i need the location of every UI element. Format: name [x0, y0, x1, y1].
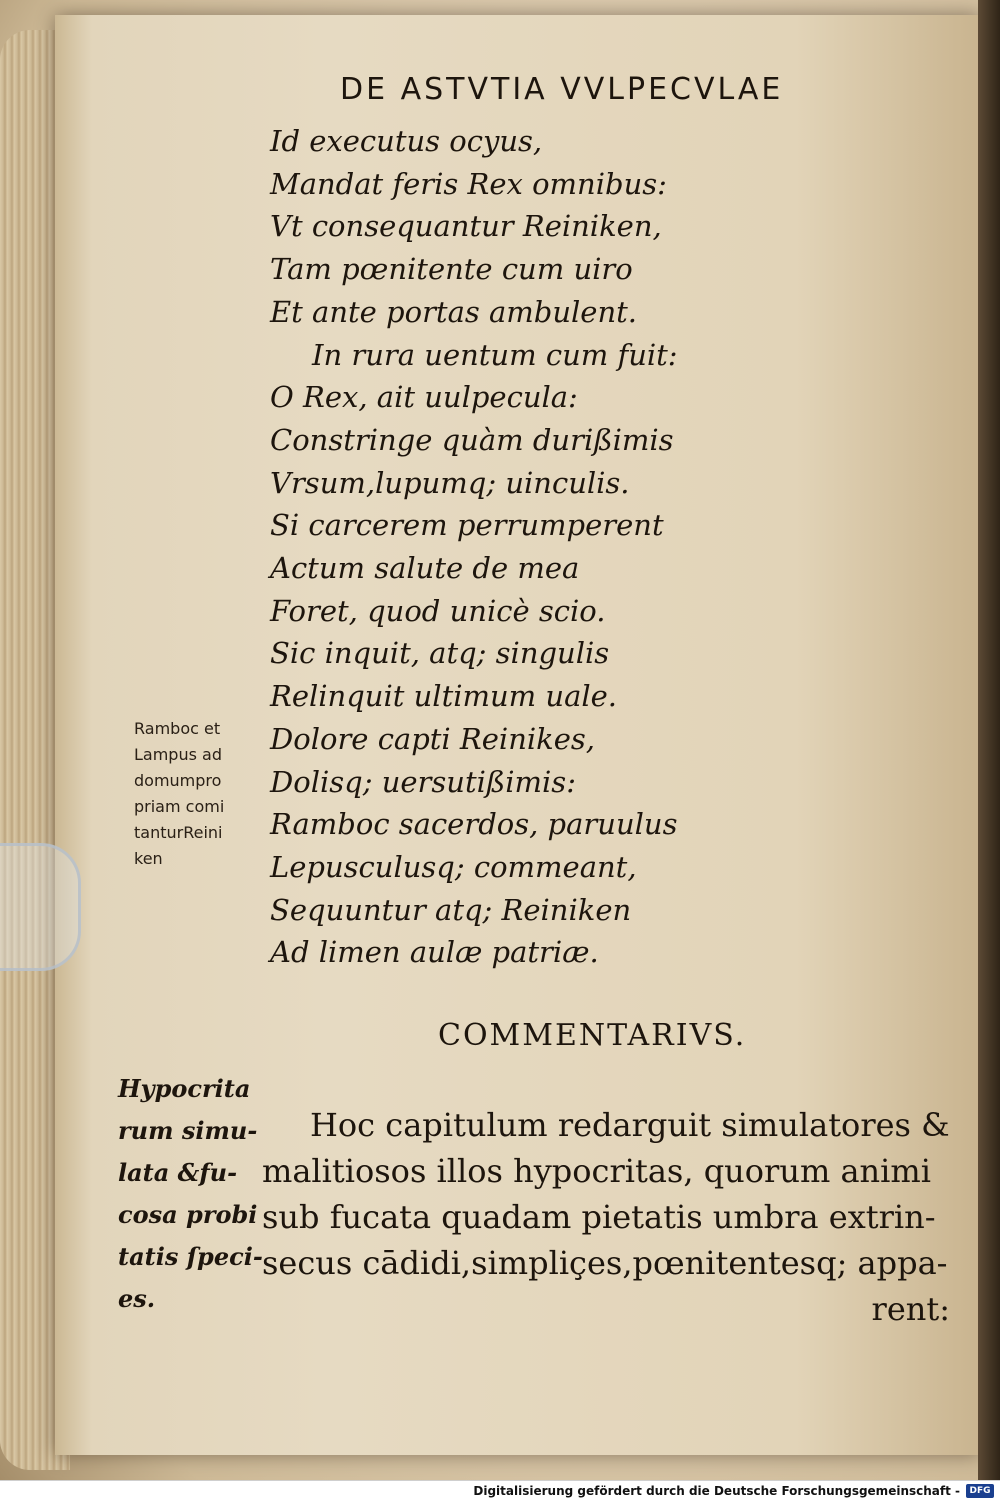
verse-line: Foret, quod unicè scio.	[270, 593, 606, 628]
commentary-heading: COMMENTARIVS.	[438, 1018, 747, 1053]
verse-line: Relinquit ultimum uale.	[270, 679, 618, 714]
prose-line: sub fucata quadam pietatis umbra extrin-	[262, 1198, 936, 1236]
gloss-line: cosa probi	[118, 1200, 258, 1229]
verse-line: Ad limen aulæ patriæ.	[270, 935, 599, 970]
marginal-note-line: tanturReini	[134, 823, 223, 842]
verse-line: O Rex, ait uulpecula:	[270, 380, 578, 415]
verse-line: Tam pœnitente cum uiro	[270, 252, 633, 287]
footer-credit: Digitalisierung gefördert durch die Deutsche Forschungsgemeinschaft -	[473, 1484, 960, 1498]
marginal-note-line: ken	[134, 849, 163, 868]
verse-block	[270, 120, 690, 974]
marginal-gloss	[118, 1068, 263, 1320]
marginal-note-line: Lampus ad	[134, 745, 222, 764]
verse-line: Ramboc sacerdos, paruulus	[270, 807, 678, 842]
marginal-note-line: priam comi	[134, 797, 225, 816]
verse-line: Sic inquit, atq; singulis	[270, 636, 610, 671]
gloss-line: es.	[118, 1284, 156, 1313]
dfg-logo: DFG	[966, 1484, 994, 1498]
verse-line: Mandat feris Rex omnibus:	[270, 166, 667, 201]
verse-line: Et ante portas ambulent.	[270, 294, 637, 329]
prose-line: Hoc capitulum redarguit simulatores &	[310, 1106, 950, 1144]
verse-line: Vrsum,lupumq; uinculis.	[270, 465, 630, 500]
verse-line: Sequuntur atq; Reiniken	[270, 892, 632, 927]
verse-line: Actum salute de mea	[270, 551, 580, 586]
gloss-line: tatis ſpeci-	[118, 1242, 263, 1271]
verse-line: Lepusculusq; commeant,	[270, 849, 637, 884]
running-header: DE ASTVTIA VVLPECVLAE	[340, 72, 784, 107]
digitization-footer	[0, 1480, 1000, 1501]
verse-line: Dolore capti Reinikes,	[270, 721, 595, 756]
verse-line: Dolisq; uersutißimis:	[270, 764, 576, 799]
prose-line: malitiosos illos hypocritas, quorum animi	[262, 1152, 931, 1190]
gloss-line: lata &fu-	[118, 1158, 238, 1187]
verse-line: In rura uentum cum fuit:	[312, 337, 678, 372]
verse-line: Vt consequantur Reiniken,	[270, 209, 662, 244]
binding-edge	[978, 0, 1000, 1480]
verse-line: Constringe quàm durißimis	[270, 422, 674, 457]
marginal-note-line: domumpro	[134, 771, 222, 790]
marginal-note-line: Ramboc et	[134, 719, 221, 738]
marginal-note	[134, 716, 269, 872]
gloss-line: rum simu-	[118, 1116, 258, 1145]
verse-line: Id executus ocyus,	[270, 124, 543, 158]
prose-line: rent:	[871, 1290, 950, 1328]
gloss-line: Hypocrita	[118, 1074, 251, 1103]
page-clip	[0, 843, 81, 971]
commentary-text	[262, 1102, 962, 1332]
verse-line: Si carcerem perrumperent	[270, 508, 664, 543]
prose-line: secus cādidi,simpliçes,pœnitentesq; appa-	[262, 1244, 948, 1282]
